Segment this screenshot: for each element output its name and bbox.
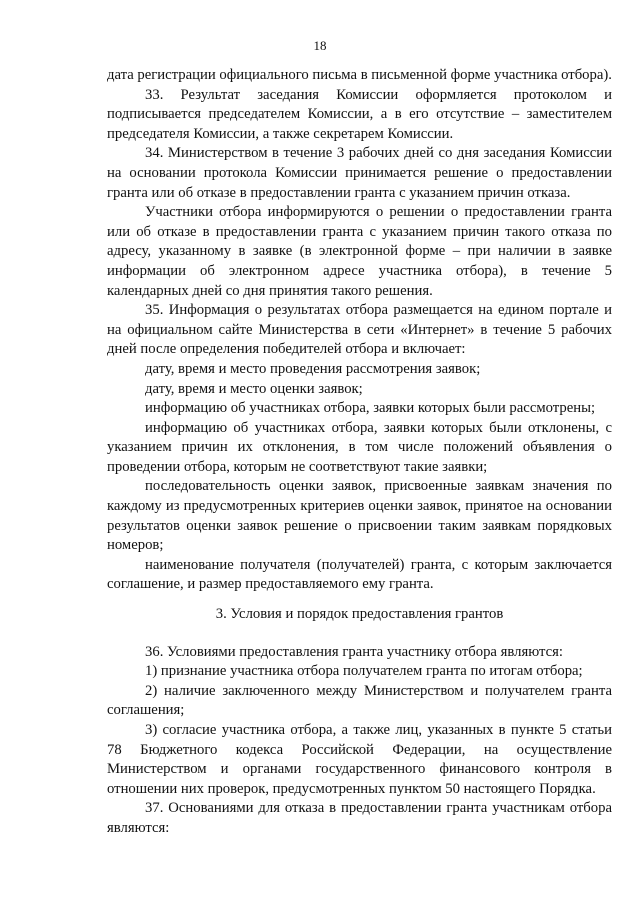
list-item: дату, время и место оценки заявок; bbox=[145, 380, 363, 397]
paragraph-34: 34. Министерством в течение 3 рабочих дней со дня заседания Комиссии на основании протокола Комиссии принимается решение о предоставлении гранта или об отказе в предоставлении гранта с указанием причин отказа. bbox=[107, 145, 612, 201]
list-item: 3) согласие участника отбора, а также лиц, указанных в пункте 5 статьи 78 Бюджетного кодекса Российской Федерации, на осуществление Министерством и органами государственного финансового контроля в отношении них проверок, предусмотренных пунктом 50 настоящего Порядка. bbox=[107, 722, 612, 797]
list-item: наименование получателя (получателей) гранта, с которым заключается соглашение, и размер предоставляемого ему гранта. bbox=[107, 556, 612, 593]
page-number: 18 bbox=[313, 38, 327, 53]
list-item: 2) наличие заключенного между Министерством и получателем гранта соглашения; bbox=[107, 682, 612, 719]
list-item: дату, время и место проведения рассмотрения заявок; bbox=[145, 360, 481, 377]
list-item: информацию об участниках отбора, заявки которых были рассмотрены; bbox=[145, 400, 596, 417]
paragraph-36: 36. Условиями предоставления гранта участнику отбора являются: bbox=[145, 643, 563, 660]
paragraph-35: 35. Информация о результатах отбора размещается на едином портале и на официальном сайте Министерства в сети «Интернет» в течение 5 рабочих дней после определения победителей отбора и включает: bbox=[107, 302, 612, 358]
section-heading: 3. Условия и порядок предоставления грантов bbox=[215, 606, 504, 623]
paragraph-37: 37. Основаниями для отказа в предоставлении гранта участникам отбора являются: bbox=[107, 800, 612, 836]
document-body bbox=[107, 66, 612, 839]
list-item: 1) признание участника отбора получателем гранта по итогам отбора; bbox=[145, 663, 583, 680]
paragraph-33: 33. Результат заседания Комиссии оформляется протоколом и подписывается председателем Комиссии, а в его отсутствие – заместителем председателя Комиссии, а также секретарем Комиссии. bbox=[107, 86, 612, 142]
paragraph-continuation: дата регистрации официального письма в письменной форме участника отбора). bbox=[107, 67, 612, 83]
list-item: информацию об участниках отбора, заявки которых были отклонены, с указанием причин их отклонения, в том числе положений объявления о проведении отбора, которым не соответствуют такие заявки; bbox=[107, 419, 612, 475]
paragraph-34-notification: Участники отбора информируются о решении о предоставлении гранта или об отказе в предоставлении гранта с указанием причин такого отказа по адресу, указанному в заявке (в электронной форме – при наличии в заявке информации об электронном адресе участника отбора), в течение 5 календарных дней со дня принятия такого решения. bbox=[107, 204, 612, 299]
list-item: последовательность оценки заявок, присвоенные заявкам значения по каждому из предусмотренных критериев оценки заявок, принятое на основании результатов оценки заявок решение о присвоении таким заявкам порядковых номеров; bbox=[107, 478, 612, 554]
